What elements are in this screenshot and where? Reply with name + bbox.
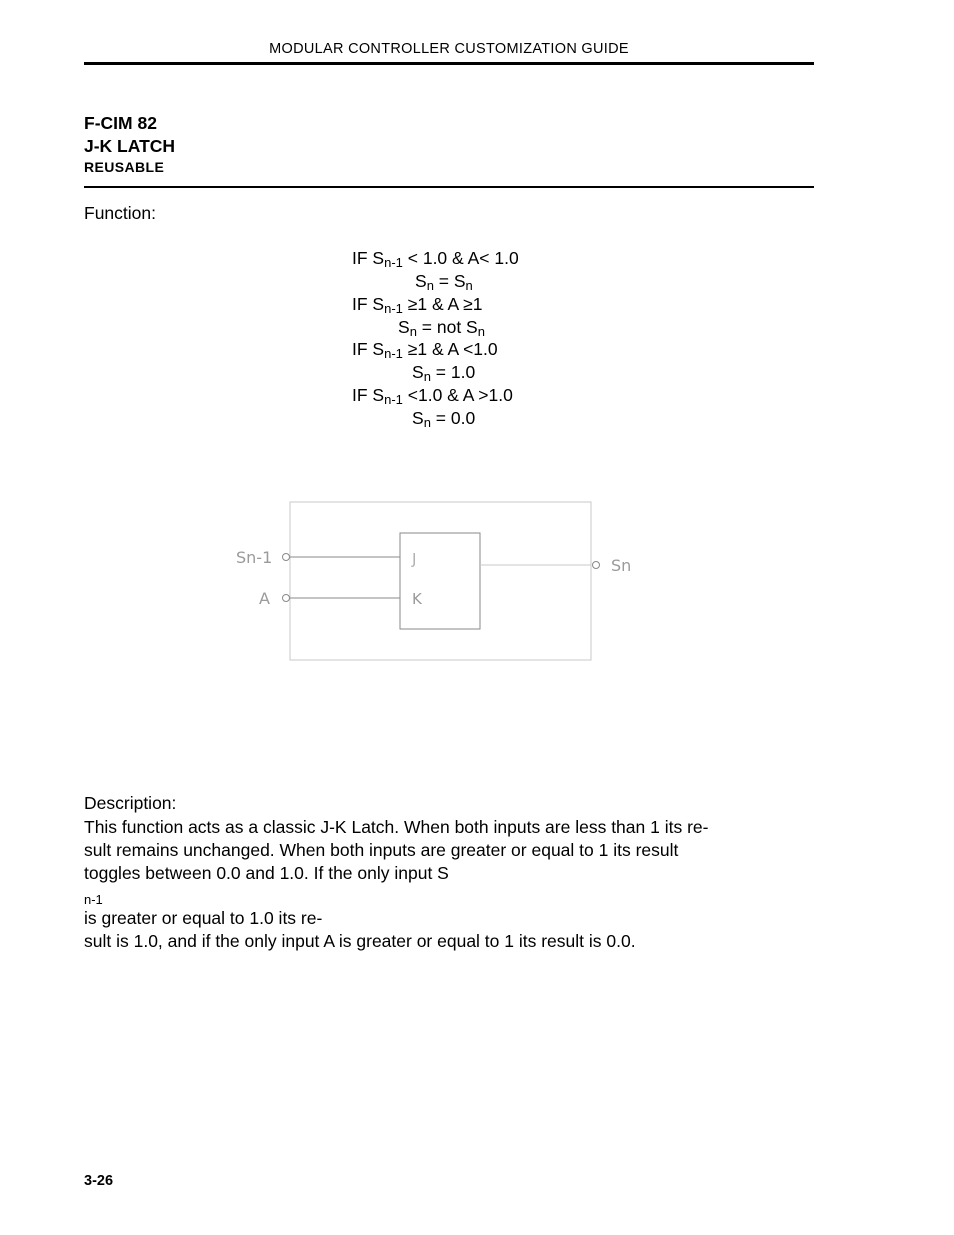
latch-box (400, 533, 480, 629)
function-line: $S_n = S_n$ (415, 271, 473, 293)
sn1-input-label: Sn-1 (236, 548, 273, 567)
function-line: $S_n$ = not $S_n$ (398, 317, 485, 339)
section-qualifier: REUSABLE (84, 159, 165, 175)
description-line: This function acts as a classic J-K Latch. When both inputs are less than 1 its re- (84, 817, 709, 837)
a-input-terminal (283, 595, 290, 602)
description-line: sult remains unchanged. When both inputs are greater or equal to 1 its result (84, 839, 679, 860)
description-label: Description: (84, 793, 177, 813)
function-line: $S_n = 0.0$ (412, 408, 476, 430)
j-pin-label: J (412, 550, 417, 568)
running-header: MODULAR CONTROLLER CUSTOMIZATION GUIDE (269, 41, 629, 57)
function-line: IF $S_{n-1} \ge 1$ & A ≥1 (352, 294, 483, 316)
description-line: toggles between 0.0 and 1.0. If the only input S $_{n-1}$ is greater or equal to 1.0 its re- (84, 862, 449, 929)
sn1-input-terminal (283, 554, 290, 561)
function-line: $S_n = 1.0$ (412, 362, 476, 384)
sn-output-terminal (593, 562, 600, 569)
block-outline (290, 502, 591, 660)
function-label: Function: (84, 203, 156, 223)
k-pin-label: K (412, 590, 422, 608)
sn-output-label: Sn (611, 556, 632, 575)
a-input-label: A (259, 589, 270, 608)
function-line: IF $S_{n-1} \ge 1$ & A <1.0 (352, 339, 498, 361)
page-number: 3-26 (84, 1173, 114, 1189)
description-text (84, 816, 814, 953)
section-code: F-CIM 82 (84, 113, 157, 133)
function-line: IF $S_{n-1} < 1.0$ & A< 1.0 (352, 248, 519, 270)
function-line: IF $S_{n-1} <1.0$ & A >1.0 (352, 385, 513, 407)
section-title: J-K LATCH (84, 136, 176, 156)
description-line: sult is 1.0, and if the only input A is greater or equal to 1 its result is 0.0. (84, 930, 636, 951)
